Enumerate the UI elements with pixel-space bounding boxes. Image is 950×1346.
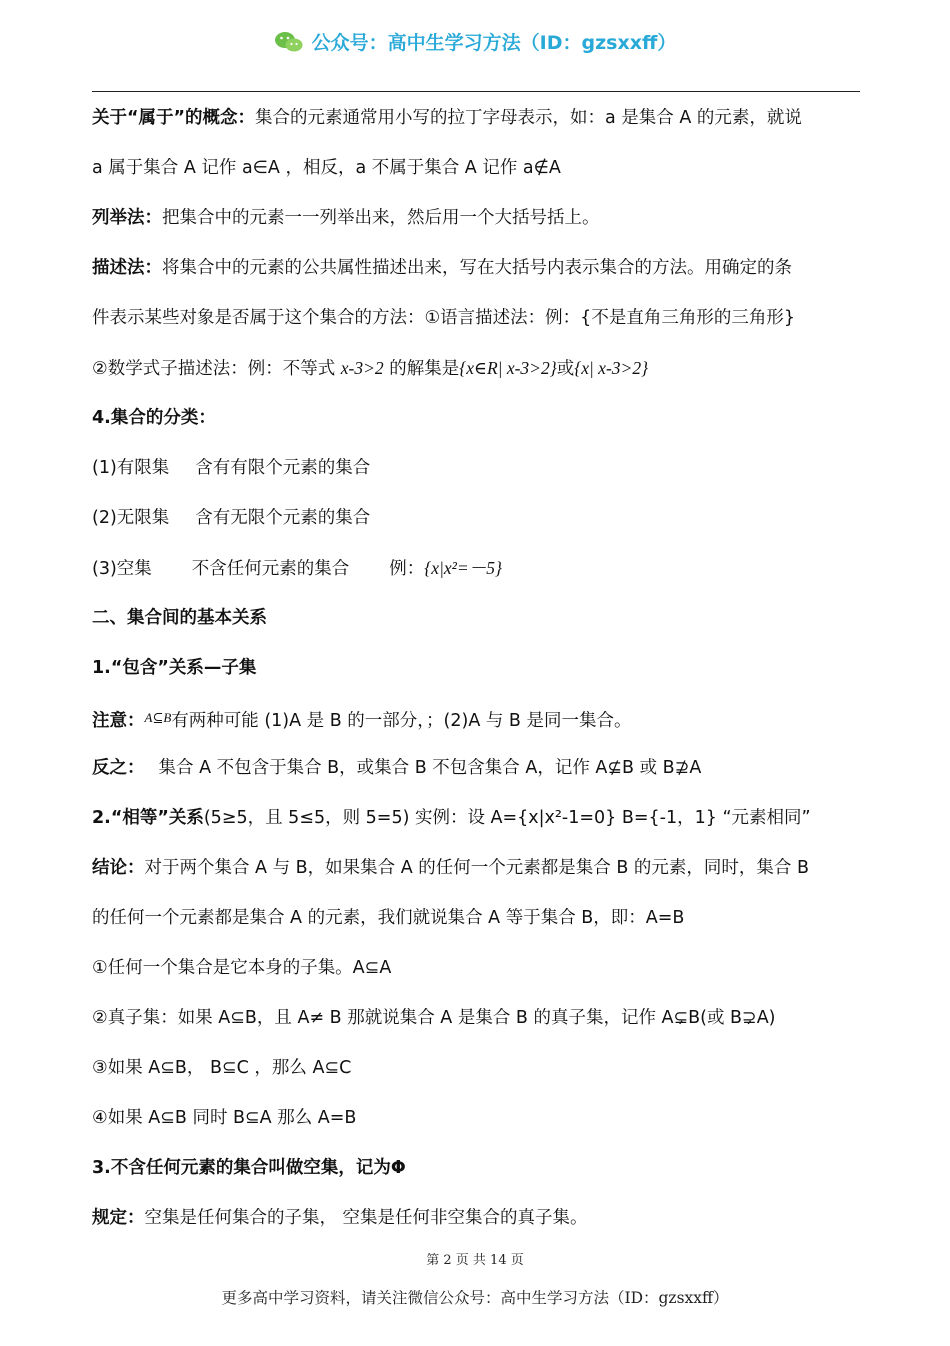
finite-set-name: (1)有限集: [92, 458, 170, 478]
header-title: 公众号：高中生学习方法（ID：gzsxxff）: [311, 32, 677, 54]
header-divider: [92, 91, 860, 92]
converse-label: 反之：: [92, 758, 145, 778]
description-label: 描述法：: [92, 258, 162, 278]
empty-set-name: (3)空集: [92, 559, 152, 579]
rule-4-text: ④如果 A⊆B 同时 B⊆A 那么 A=B: [92, 1108, 357, 1128]
line-empty-set: [92, 545, 862, 595]
enumeration-text: 把集合中的元素一一列举出来，然后用一个大括号括上。: [162, 208, 600, 228]
empty-set-example: {x|x²=－5}: [424, 558, 502, 578]
subset-heading: 1.“包含”关系—子集: [92, 658, 257, 678]
converse-text: 集合 A 不包含于集合 B，或集合 B 不包含集合 A，记作 A⊈B 或 B⊉A: [158, 758, 702, 778]
line-subset-heading: [92, 645, 862, 695]
line-belong-concept: [92, 95, 862, 145]
line-relations-heading: [92, 595, 862, 645]
belong-concept-label: 关于“属于”的概念：: [92, 108, 256, 128]
math-expr-inequality: x-3>2: [340, 358, 384, 378]
infinite-set-name: (2)无限集: [92, 508, 170, 528]
rule-2-text: ②真子集：如果 A⊆B，且 A≠ B 那就说集合 A 是集合 B 的真子集，记作 A⊊B(或 B⊋A): [92, 1008, 776, 1028]
conclusion-label: 结论：: [92, 858, 145, 878]
line-description-cont: [92, 295, 862, 345]
note-expr: A⊆B: [144, 710, 172, 725]
math-desc-or: 或: [556, 359, 575, 379]
line-finite-set: [92, 445, 862, 495]
regulation-text: 空集是任何集合的子集， 空集是任何非空集合的真子集。: [144, 1208, 588, 1228]
line-infinite-set: [92, 495, 862, 545]
empty-set-example-label: 例：: [389, 559, 425, 579]
enumeration-label: 列举法：: [92, 208, 162, 228]
page-number: 第 2 页 共 14 页: [426, 1253, 524, 1268]
relations-heading: 二、集合间的基本关系: [92, 608, 267, 628]
description-cont-text: 件表示某些对象是否属于这个集合的方法：①语言描述法：例：{不是直角三角形的三角形}: [92, 308, 795, 328]
rule-3-text: ③如果 A⊆B， B⊆C ，那么 A⊆C: [92, 1058, 352, 1078]
line-rule-1: [92, 945, 862, 995]
line-enumeration: [92, 195, 862, 245]
line-rule-3: [92, 1045, 862, 1095]
classification-heading: 4.集合的分类：: [92, 408, 216, 428]
empty-set-desc: 不含任何元素的集合: [191, 559, 350, 579]
line-regulation: [92, 1195, 862, 1245]
belong-notation-text: a 属于集合 A 记作 a∈A ，相反，a 不属于集合 A 记作 a∉A: [92, 158, 561, 178]
footer-note: 更多高中学习资料，请关注微信公众号：高中生学习方法（ID：gzsxxff）: [221, 1289, 729, 1307]
math-expr-set1: {x∈R| x-3>2}: [459, 358, 557, 378]
note-text: 有两种可能 (1)A 是 B 的一部分，；(2)A 与 B 是同一集合。: [171, 711, 632, 731]
equality-label: 2.“相等”关系: [92, 808, 204, 828]
equality-text: (5≥5，且 5≤5，则 5=5) 实例：设 A={x|x²-1=0} B={-1，1} “元素相同”: [203, 808, 811, 828]
document-body: [92, 95, 862, 1245]
line-conclusion-cont: [92, 895, 862, 945]
math-desc-pre: ②数学式子描述法：例：不等式: [92, 359, 341, 379]
note-label: 注意：: [92, 711, 145, 731]
conclusion-text: 对于两个集合 A 与 B，如果集合 A 的任何一个元素都是集合 B 的元素，同时，集合 B: [144, 858, 809, 878]
conclusion-cont-text: 的任何一个元素都是集合 A 的元素，我们就说集合 A 等于集合 B，即：A=B: [92, 908, 685, 928]
line-note: [92, 695, 862, 745]
math-desc-mid: 的解集是: [383, 359, 460, 379]
line-rule-4: [92, 1095, 862, 1145]
rule-1-text: ①任何一个集合是它本身的子集。A⊆A: [92, 958, 392, 978]
line-equality: [92, 795, 862, 845]
line-converse: [92, 745, 862, 795]
finite-set-desc: 含有有限个元素的集合: [195, 458, 371, 478]
infinite-set-desc: 含有无限个元素的集合: [195, 508, 371, 528]
description-text: 将集合中的元素的公共属性描述出来，写在大括号内表示集合的方法。用确定的条: [162, 258, 792, 278]
line-description: [92, 245, 862, 295]
regulation-label: 规定：: [92, 1208, 145, 1228]
wechat-icon: [274, 30, 304, 54]
line-rule-2: [92, 995, 862, 1045]
belong-concept-text: 集合的元素通常用小写的拉丁字母表示，如：a 是集合 A 的元素，就说: [255, 108, 802, 128]
page-header: [0, 28, 950, 55]
line-math-description: [92, 345, 862, 395]
line-empty-set-heading: [92, 1145, 862, 1195]
line-belong-notation: [92, 145, 862, 195]
line-classification-heading: [92, 395, 862, 445]
empty-set-heading: 3.不含任何元素的集合叫做空集，记为Φ: [92, 1158, 406, 1178]
line-conclusion: [92, 845, 862, 895]
math-expr-set2: {x| x-3>2}: [574, 358, 649, 378]
